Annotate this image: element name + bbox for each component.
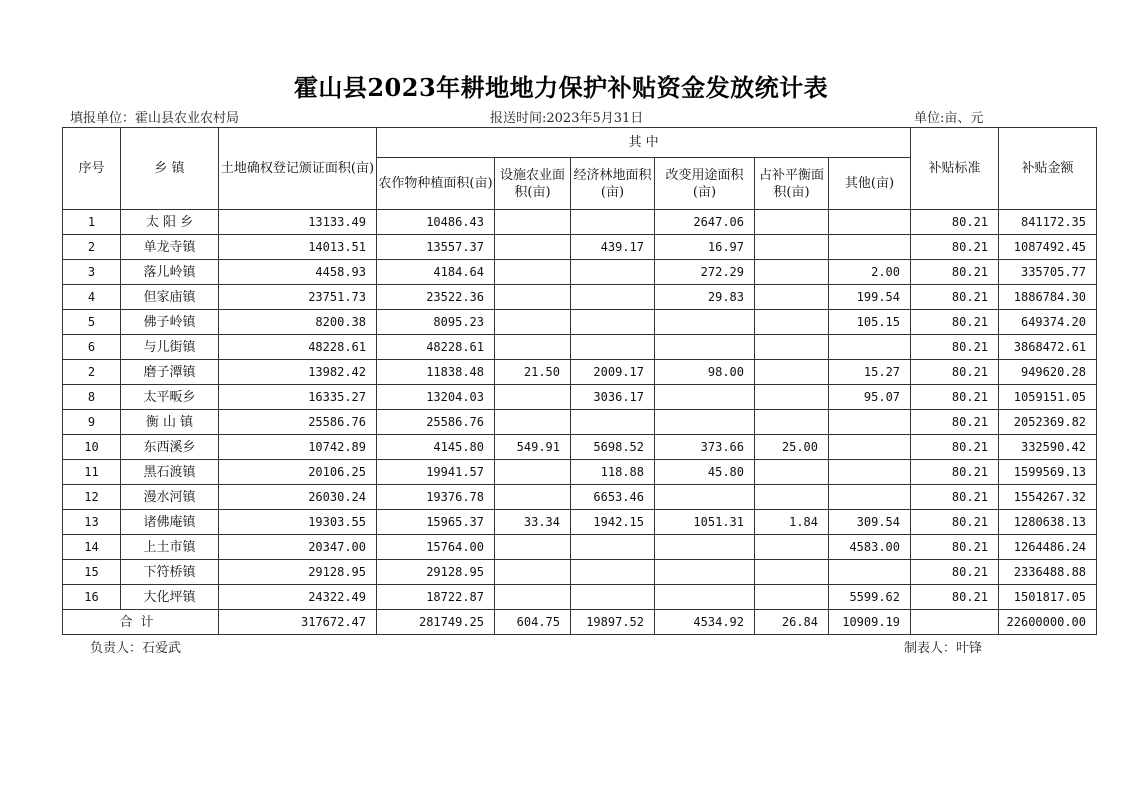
row-facility: 33.34	[495, 510, 571, 535]
row-balance	[755, 360, 829, 385]
row-certified: 20106.25	[219, 460, 377, 485]
row-index: 3	[63, 260, 121, 285]
row-amount: 3868472.61	[999, 335, 1097, 360]
row-crop: 18722.87	[377, 585, 495, 610]
row-balance: 1.84	[755, 510, 829, 535]
row-standard: 80.21	[911, 410, 999, 435]
row-other: 95.07	[829, 385, 911, 410]
row-other	[829, 560, 911, 585]
row-other: 309.54	[829, 510, 911, 535]
row-changed	[655, 335, 755, 360]
row-town: 但家庙镇	[121, 285, 219, 310]
row-other: 5599.62	[829, 585, 911, 610]
row-index: 10	[63, 435, 121, 460]
row-standard: 80.21	[911, 235, 999, 260]
row-crop: 13557.37	[377, 235, 495, 260]
row-town: 磨子潭镇	[121, 360, 219, 385]
row-facility	[495, 410, 571, 435]
table-row	[63, 485, 1097, 510]
row-certified: 4458.93	[219, 260, 377, 285]
row-index: 9	[63, 410, 121, 435]
total-other: 10909.19	[829, 610, 911, 635]
row-amount: 649374.20	[999, 310, 1097, 335]
row-standard: 80.21	[911, 535, 999, 560]
row-certified: 29128.95	[219, 560, 377, 585]
row-index: 2	[63, 360, 121, 385]
row-amount: 1059151.05	[999, 385, 1097, 410]
row-forest: 118.88	[571, 460, 655, 485]
row-index: 16	[63, 585, 121, 610]
row-standard: 80.21	[911, 460, 999, 485]
row-balance	[755, 560, 829, 585]
table-row	[63, 385, 1097, 410]
row-changed	[655, 560, 755, 585]
row-forest: 2009.17	[571, 360, 655, 385]
row-balance	[755, 485, 829, 510]
row-changed	[655, 310, 755, 335]
row-balance	[755, 285, 829, 310]
row-town: 大化坪镇	[121, 585, 219, 610]
row-other	[829, 410, 911, 435]
row-facility	[495, 310, 571, 335]
row-changed	[655, 385, 755, 410]
header-index: 序号	[63, 128, 121, 210]
row-balance	[755, 585, 829, 610]
table-row	[63, 585, 1097, 610]
row-crop: 19941.57	[377, 460, 495, 485]
total-standard	[911, 610, 999, 635]
header-standard: 补贴标准	[911, 128, 999, 210]
row-index: 12	[63, 485, 121, 510]
row-amount: 1599569.13	[999, 460, 1097, 485]
row-forest: 6653.46	[571, 485, 655, 510]
row-forest: 5698.52	[571, 435, 655, 460]
row-other	[829, 485, 911, 510]
row-crop: 29128.95	[377, 560, 495, 585]
row-crop: 15965.37	[377, 510, 495, 535]
row-facility	[495, 460, 571, 485]
row-changed	[655, 485, 755, 510]
row-standard: 80.21	[911, 485, 999, 510]
header-among: 其 中	[377, 128, 911, 158]
table-row	[63, 435, 1097, 460]
row-crop: 48228.61	[377, 335, 495, 360]
row-facility	[495, 485, 571, 510]
row-forest	[571, 335, 655, 360]
row-facility	[495, 335, 571, 360]
total-crop: 281749.25	[377, 610, 495, 635]
table-row	[63, 535, 1097, 560]
row-balance	[755, 310, 829, 335]
row-town: 与儿街镇	[121, 335, 219, 360]
row-balance	[755, 335, 829, 360]
row-amount: 1501817.05	[999, 585, 1097, 610]
row-town: 单龙寺镇	[121, 235, 219, 260]
row-certified: 26030.24	[219, 485, 377, 510]
row-forest: 1942.15	[571, 510, 655, 535]
row-balance	[755, 210, 829, 235]
table-body	[63, 210, 1097, 635]
total-certified: 317672.47	[219, 610, 377, 635]
row-forest	[571, 560, 655, 585]
row-standard: 80.21	[911, 285, 999, 310]
row-standard: 80.21	[911, 360, 999, 385]
header-crop-area: 农作物种植面积(亩)	[377, 158, 495, 210]
table-row	[63, 210, 1097, 235]
row-balance	[755, 410, 829, 435]
responsible-person: 负责人：石爱武	[90, 641, 182, 656]
row-index: 6	[63, 335, 121, 360]
row-changed: 272.29	[655, 260, 755, 285]
row-index: 1	[63, 210, 121, 235]
row-other: 4583.00	[829, 535, 911, 560]
row-town: 黑石渡镇	[121, 460, 219, 485]
row-other	[829, 460, 911, 485]
row-amount: 1087492.45	[999, 235, 1097, 260]
row-forest: 439.17	[571, 235, 655, 260]
header-balance-area: 占补平衡面积(亩)	[755, 158, 829, 210]
subsidy-table	[62, 127, 1097, 635]
row-certified: 19303.55	[219, 510, 377, 535]
row-town: 东西溪乡	[121, 435, 219, 460]
row-facility	[495, 235, 571, 260]
row-crop: 4145.80	[377, 435, 495, 460]
row-standard: 80.21	[911, 585, 999, 610]
row-other	[829, 435, 911, 460]
table-preparer: 制表人：叶锋	[904, 641, 983, 656]
row-changed: 1051.31	[655, 510, 755, 535]
row-index: 14	[63, 535, 121, 560]
row-changed: 16.97	[655, 235, 755, 260]
row-index: 11	[63, 460, 121, 485]
row-certified: 13982.42	[219, 360, 377, 385]
row-certified: 23751.73	[219, 285, 377, 310]
row-town: 上土市镇	[121, 535, 219, 560]
row-index: 15	[63, 560, 121, 585]
total-label: 合计	[63, 610, 219, 635]
row-amount: 1280638.13	[999, 510, 1097, 535]
total-balance: 26.84	[755, 610, 829, 635]
row-index: 2	[63, 235, 121, 260]
row-changed: 29.83	[655, 285, 755, 310]
total-facility: 604.75	[495, 610, 571, 635]
header-town: 乡 镇	[121, 128, 219, 210]
table-row	[63, 460, 1097, 485]
row-forest	[571, 210, 655, 235]
header-certified-area: 土地确权登记颁证面积(亩)	[219, 128, 377, 210]
row-town: 落儿岭镇	[121, 260, 219, 285]
row-balance	[755, 235, 829, 260]
row-index: 5	[63, 310, 121, 335]
table-row	[63, 260, 1097, 285]
header-other-area: 其他(亩)	[829, 158, 911, 210]
row-certified: 8200.38	[219, 310, 377, 335]
row-changed: 373.66	[655, 435, 755, 460]
row-amount: 1554267.32	[999, 485, 1097, 510]
row-facility: 21.50	[495, 360, 571, 385]
row-index: 8	[63, 385, 121, 410]
row-balance	[755, 535, 829, 560]
row-balance	[755, 260, 829, 285]
row-crop: 19376.78	[377, 485, 495, 510]
row-amount: 2336488.88	[999, 560, 1097, 585]
row-facility	[495, 210, 571, 235]
row-forest	[571, 310, 655, 335]
row-standard: 80.21	[911, 385, 999, 410]
row-town: 太 阳 乡	[121, 210, 219, 235]
row-certified: 14013.51	[219, 235, 377, 260]
row-amount: 949620.28	[999, 360, 1097, 385]
total-row	[63, 610, 1097, 635]
table-row	[63, 335, 1097, 360]
row-certified: 25586.76	[219, 410, 377, 435]
total-changed: 4534.92	[655, 610, 755, 635]
row-amount: 841172.35	[999, 210, 1097, 235]
row-town: 佛子岭镇	[121, 310, 219, 335]
row-crop: 13204.03	[377, 385, 495, 410]
table-row	[63, 510, 1097, 535]
row-town: 诸佛庵镇	[121, 510, 219, 535]
row-standard: 80.21	[911, 310, 999, 335]
row-certified: 10742.89	[219, 435, 377, 460]
row-forest	[571, 410, 655, 435]
row-forest	[571, 285, 655, 310]
unit-label: 单位:亩、元	[914, 111, 984, 126]
total-amount: 22600000.00	[999, 610, 1097, 635]
table-row	[63, 560, 1097, 585]
header-facility-area: 设施农业面积(亩)	[495, 158, 571, 210]
row-forest	[571, 585, 655, 610]
row-amount: 332590.42	[999, 435, 1097, 460]
row-changed	[655, 585, 755, 610]
row-certified: 13133.49	[219, 210, 377, 235]
row-facility	[495, 285, 571, 310]
row-crop: 25586.76	[377, 410, 495, 435]
row-other: 105.15	[829, 310, 911, 335]
row-balance	[755, 460, 829, 485]
row-facility	[495, 585, 571, 610]
row-certified: 24322.49	[219, 585, 377, 610]
header-forest-area: 经济林地面积(亩)	[571, 158, 655, 210]
row-town: 下符桥镇	[121, 560, 219, 585]
row-changed	[655, 410, 755, 435]
page-title: 霍山县2023年耕地地力保护补贴资金发放统计表	[293, 73, 829, 102]
row-forest	[571, 535, 655, 560]
row-amount: 1886784.30	[999, 285, 1097, 310]
row-index: 4	[63, 285, 121, 310]
row-facility: 549.91	[495, 435, 571, 460]
row-changed	[655, 535, 755, 560]
row-other	[829, 235, 911, 260]
row-certified: 48228.61	[219, 335, 377, 360]
row-balance	[755, 385, 829, 410]
header-amount: 补贴金额	[999, 128, 1097, 210]
row-crop: 11838.48	[377, 360, 495, 385]
row-changed: 2647.06	[655, 210, 755, 235]
row-crop: 23522.36	[377, 285, 495, 310]
row-facility	[495, 260, 571, 285]
total-forest: 19897.52	[571, 610, 655, 635]
reporting-unit: 填报单位：霍山县农业农村局	[70, 111, 240, 126]
row-balance: 25.00	[755, 435, 829, 460]
row-certified: 16335.27	[219, 385, 377, 410]
table-row	[63, 310, 1097, 335]
row-amount: 1264486.24	[999, 535, 1097, 560]
row-crop: 10486.43	[377, 210, 495, 235]
row-other: 2.00	[829, 260, 911, 285]
row-other: 199.54	[829, 285, 911, 310]
row-crop: 8095.23	[377, 310, 495, 335]
row-amount: 2052369.82	[999, 410, 1097, 435]
row-other	[829, 335, 911, 360]
row-town: 漫水河镇	[121, 485, 219, 510]
row-crop: 4184.64	[377, 260, 495, 285]
row-standard: 80.21	[911, 510, 999, 535]
row-standard: 80.21	[911, 210, 999, 235]
row-changed: 45.80	[655, 460, 755, 485]
row-other: 15.27	[829, 360, 911, 385]
report-date: 报送时间:2023年5月31日	[490, 111, 644, 126]
row-town: 衡 山 镇	[121, 410, 219, 435]
row-facility	[495, 560, 571, 585]
table-row	[63, 285, 1097, 310]
row-changed: 98.00	[655, 360, 755, 385]
header-changed-use-area: 改变用途面积(亩)	[655, 158, 755, 210]
table-row	[63, 235, 1097, 260]
row-standard: 80.21	[911, 435, 999, 460]
row-index: 13	[63, 510, 121, 535]
row-amount: 335705.77	[999, 260, 1097, 285]
row-town: 太平畈乡	[121, 385, 219, 410]
row-forest: 3036.17	[571, 385, 655, 410]
row-certified: 20347.00	[219, 535, 377, 560]
row-standard: 80.21	[911, 560, 999, 585]
row-crop: 15764.00	[377, 535, 495, 560]
row-facility	[495, 385, 571, 410]
row-forest	[571, 260, 655, 285]
table-row	[63, 410, 1097, 435]
row-standard: 80.21	[911, 260, 999, 285]
row-other	[829, 210, 911, 235]
row-facility	[495, 535, 571, 560]
table-row	[63, 360, 1097, 385]
row-standard: 80.21	[911, 335, 999, 360]
